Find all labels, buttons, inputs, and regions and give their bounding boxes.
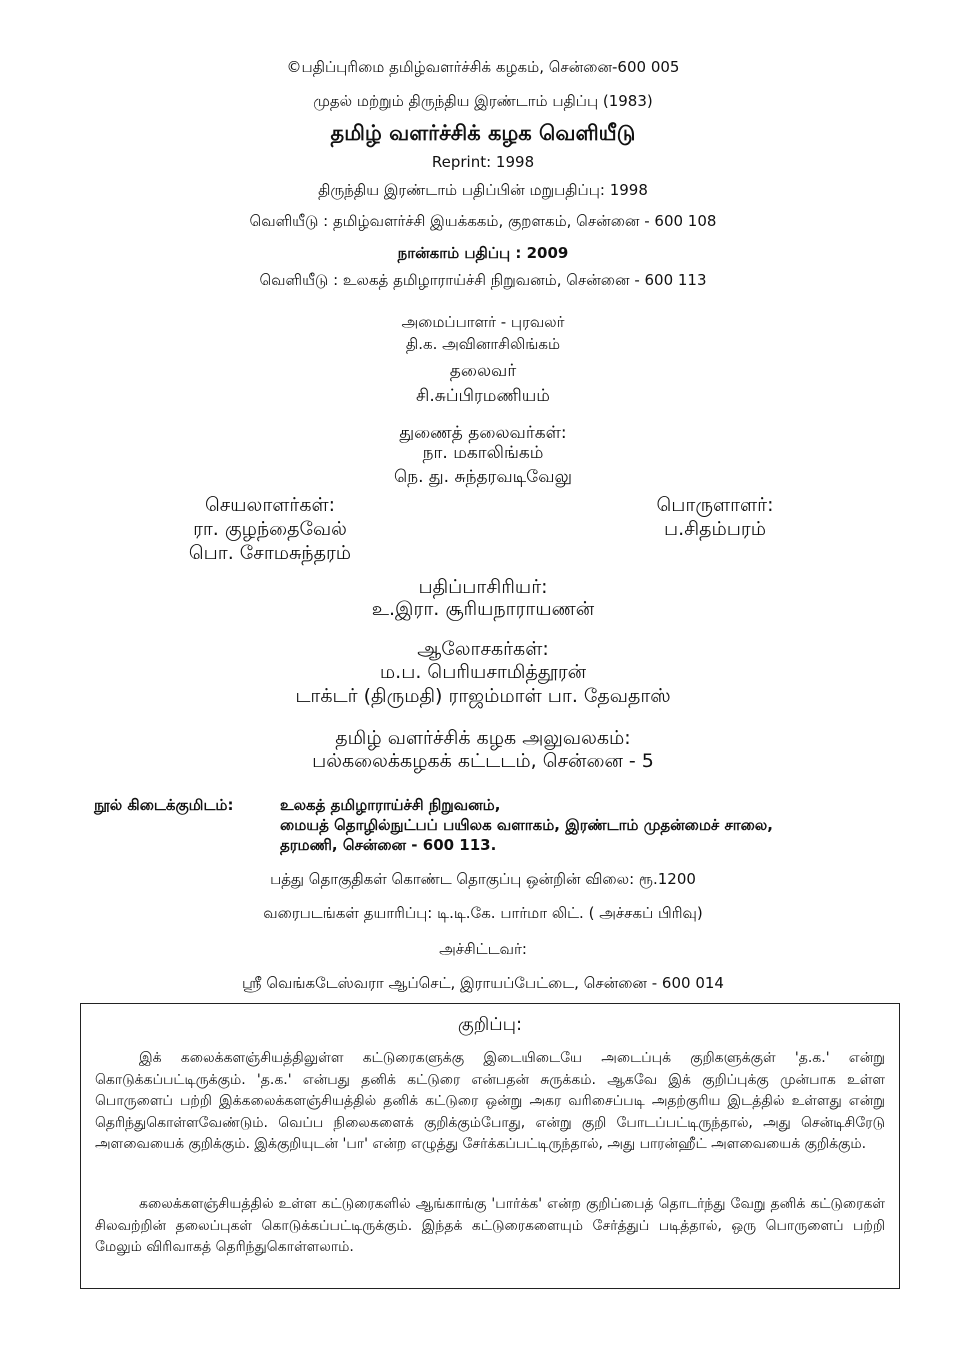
founder-role: அமைப்பாளர் - புரவலர் [401, 313, 565, 331]
secretary-name-2: பொ. சோமசுந்தரம் [188, 542, 352, 564]
vice-president-name-2: நெ. து. சுந்தரவடிவேலு [393, 467, 572, 487]
note-paragraph-1: இக் கலைக்களஞ்சியத்திலுள்ள கட்டுரைகளுக்கு இடையிடையே அடைப்புக் குறிகளுக்குள் 'த.க.' என்று கொடுக்கப்பட்டிருக்கும். 'த.க.' என்பது தனிக் கட்டுரை என்பதன் சுருக்கம். ஆகவே இக் குறிப்புக்கு முன்பாக உள்ள பொருளைப் பற்றி இக்கலைக்களஞ்சியத்தில் தனிக் கட்டுரை ஒன்று அகர வரிசைப்படி அதற்குரிய இடத்தில் உள்ளது என்று தெரிந்துகொள்ளவேண்டும். வெப்ப நிலைகளைக் குறிக்கும்போது, என்று குறி போடப்பட்டிருந்தால், அது சென்டிசிரேடு அளவையைக் குறிக்கும். இக்குறியுடன் 'பா' என்ற எழுத்து சேர்க்கப்பட்டிருந்தால், அது பாரன்ஹீட் அளவையைக் குறிக்கும். [95, 1050, 885, 1153]
president-name: சி.சுப்பிரமணியம் [416, 386, 550, 406]
note-title: குறிப்பு: [457, 1014, 523, 1035]
vice-president-role: துணைத் தலைவர்கள்: [399, 423, 567, 443]
publisher-title: தமிழ் வளர்ச்சிக் கழக வெளியீடு [330, 121, 636, 145]
note-paragraph-2: கலைக்களஞ்சியத்தில் உள்ள கட்டுரைகளில் ஆங்காங்கு 'பார்க்க' என்ற குறிப்பைத் தொடர்ந்து வேறு தனிக் கட்டுரைகள் சிலவற்றின் தலைப்புகள் கொடுக்கப்பட்டிருக்கும். இந்தக் கட்டுரைகளையும் சேர்த்துப் படித்தால், ஒரு பொருளைப் பற்றி மேலும் விரிவாகத் தெரிந்துகொள்ளலாம். [95, 1196, 885, 1256]
founder-name: தி.க. அவினாசிலிங்கம் [405, 335, 561, 353]
editor-name: உ.இரா. சூரியநாராயணன் [371, 598, 595, 620]
availability-line-2: மையத் தொழில்நுட்பப் பயிலக வளாகம், இரண்டாம் முதன்மைச் சாலை, [280, 816, 773, 834]
treasurer-role: பொருளாளர்: [656, 494, 774, 516]
publication-line-1: வெளியீடு : தமிழ்வளர்ச்சி இயக்ககம், குறளகம், சென்னை - 600 108 [249, 212, 717, 230]
availability-line-1: உலகத் தமிழாராய்ச்சி நிறுவனம், [280, 796, 501, 814]
copyright-line: ©பதிப்புரிமை தமிழ்வளர்ச்சிக் கழகம், சென்னை-600 005 [286, 58, 680, 76]
first-edition-line: முதல் மற்றும் திருந்திய இரண்டாம் பதிப்பு (1983) [313, 92, 653, 110]
printer-role: அச்சிட்டவர்: [439, 940, 527, 958]
note-box [80, 1003, 900, 1289]
advisor-name-2: டாக்டர் (திருமதி) ராஜம்மாள் பா. தேவதாஸ் [295, 685, 671, 707]
treasurer-name: ப.சிதம்பரம் [664, 518, 766, 540]
editor-role: பதிப்பாசிரியர்: [418, 576, 548, 598]
secretary-name-1: ரா. குழந்தைவேல் [193, 518, 347, 540]
maps-line: வரைபடங்கள் தயாரிப்பு: டி.டி.கே. பார்மா லிட். ( அச்சகப் பிரிவு) [263, 904, 703, 922]
advisors-role: ஆலோசகர்கள்: [417, 638, 549, 660]
vice-president-name-1: நா. மகாலிங்கம் [422, 443, 544, 463]
price-line: பத்து தொகுதிகள் கொண்ட தொகுப்பு ஒன்றின் விலை: ரூ.1200 [270, 870, 696, 888]
office-role: தமிழ் வளர்ச்சிக் கழக அலுவலகம்: [335, 727, 631, 749]
publication-line-2: வெளியீடு : உலகத் தமிழாராய்ச்சி நிறுவனம், சென்னை - 600 113 [259, 271, 707, 289]
reprint-line: Reprint: 1998 [431, 153, 535, 171]
office-address: பல்கலைக்கழகக் கட்டடம், சென்னை - 5 [312, 750, 654, 772]
availability-label: நூல் கிடைக்குமிடம்: [94, 796, 234, 814]
advisor-name-1: ம.ப. பெரியசாமித்தூரன் [379, 661, 587, 683]
revised-reprint-line: திருந்திய இரண்டாம் பதிப்பின் மறுபதிப்பு: 1998 [318, 181, 648, 199]
president-role: தலைவர் [449, 361, 517, 381]
availability-line-3: தரமணி, சென்னை - 600 113. [280, 836, 497, 854]
fourth-edition-line: நான்காம் பதிப்பு : 2009 [397, 244, 569, 262]
secretaries-role: செயலாளர்கள்: [204, 494, 336, 516]
printer-name: ஸ்ரீ வெங்கடேஸ்வரா ஆப்செட், இராயப்பேட்டை, சென்னை - 600 014 [242, 974, 724, 992]
